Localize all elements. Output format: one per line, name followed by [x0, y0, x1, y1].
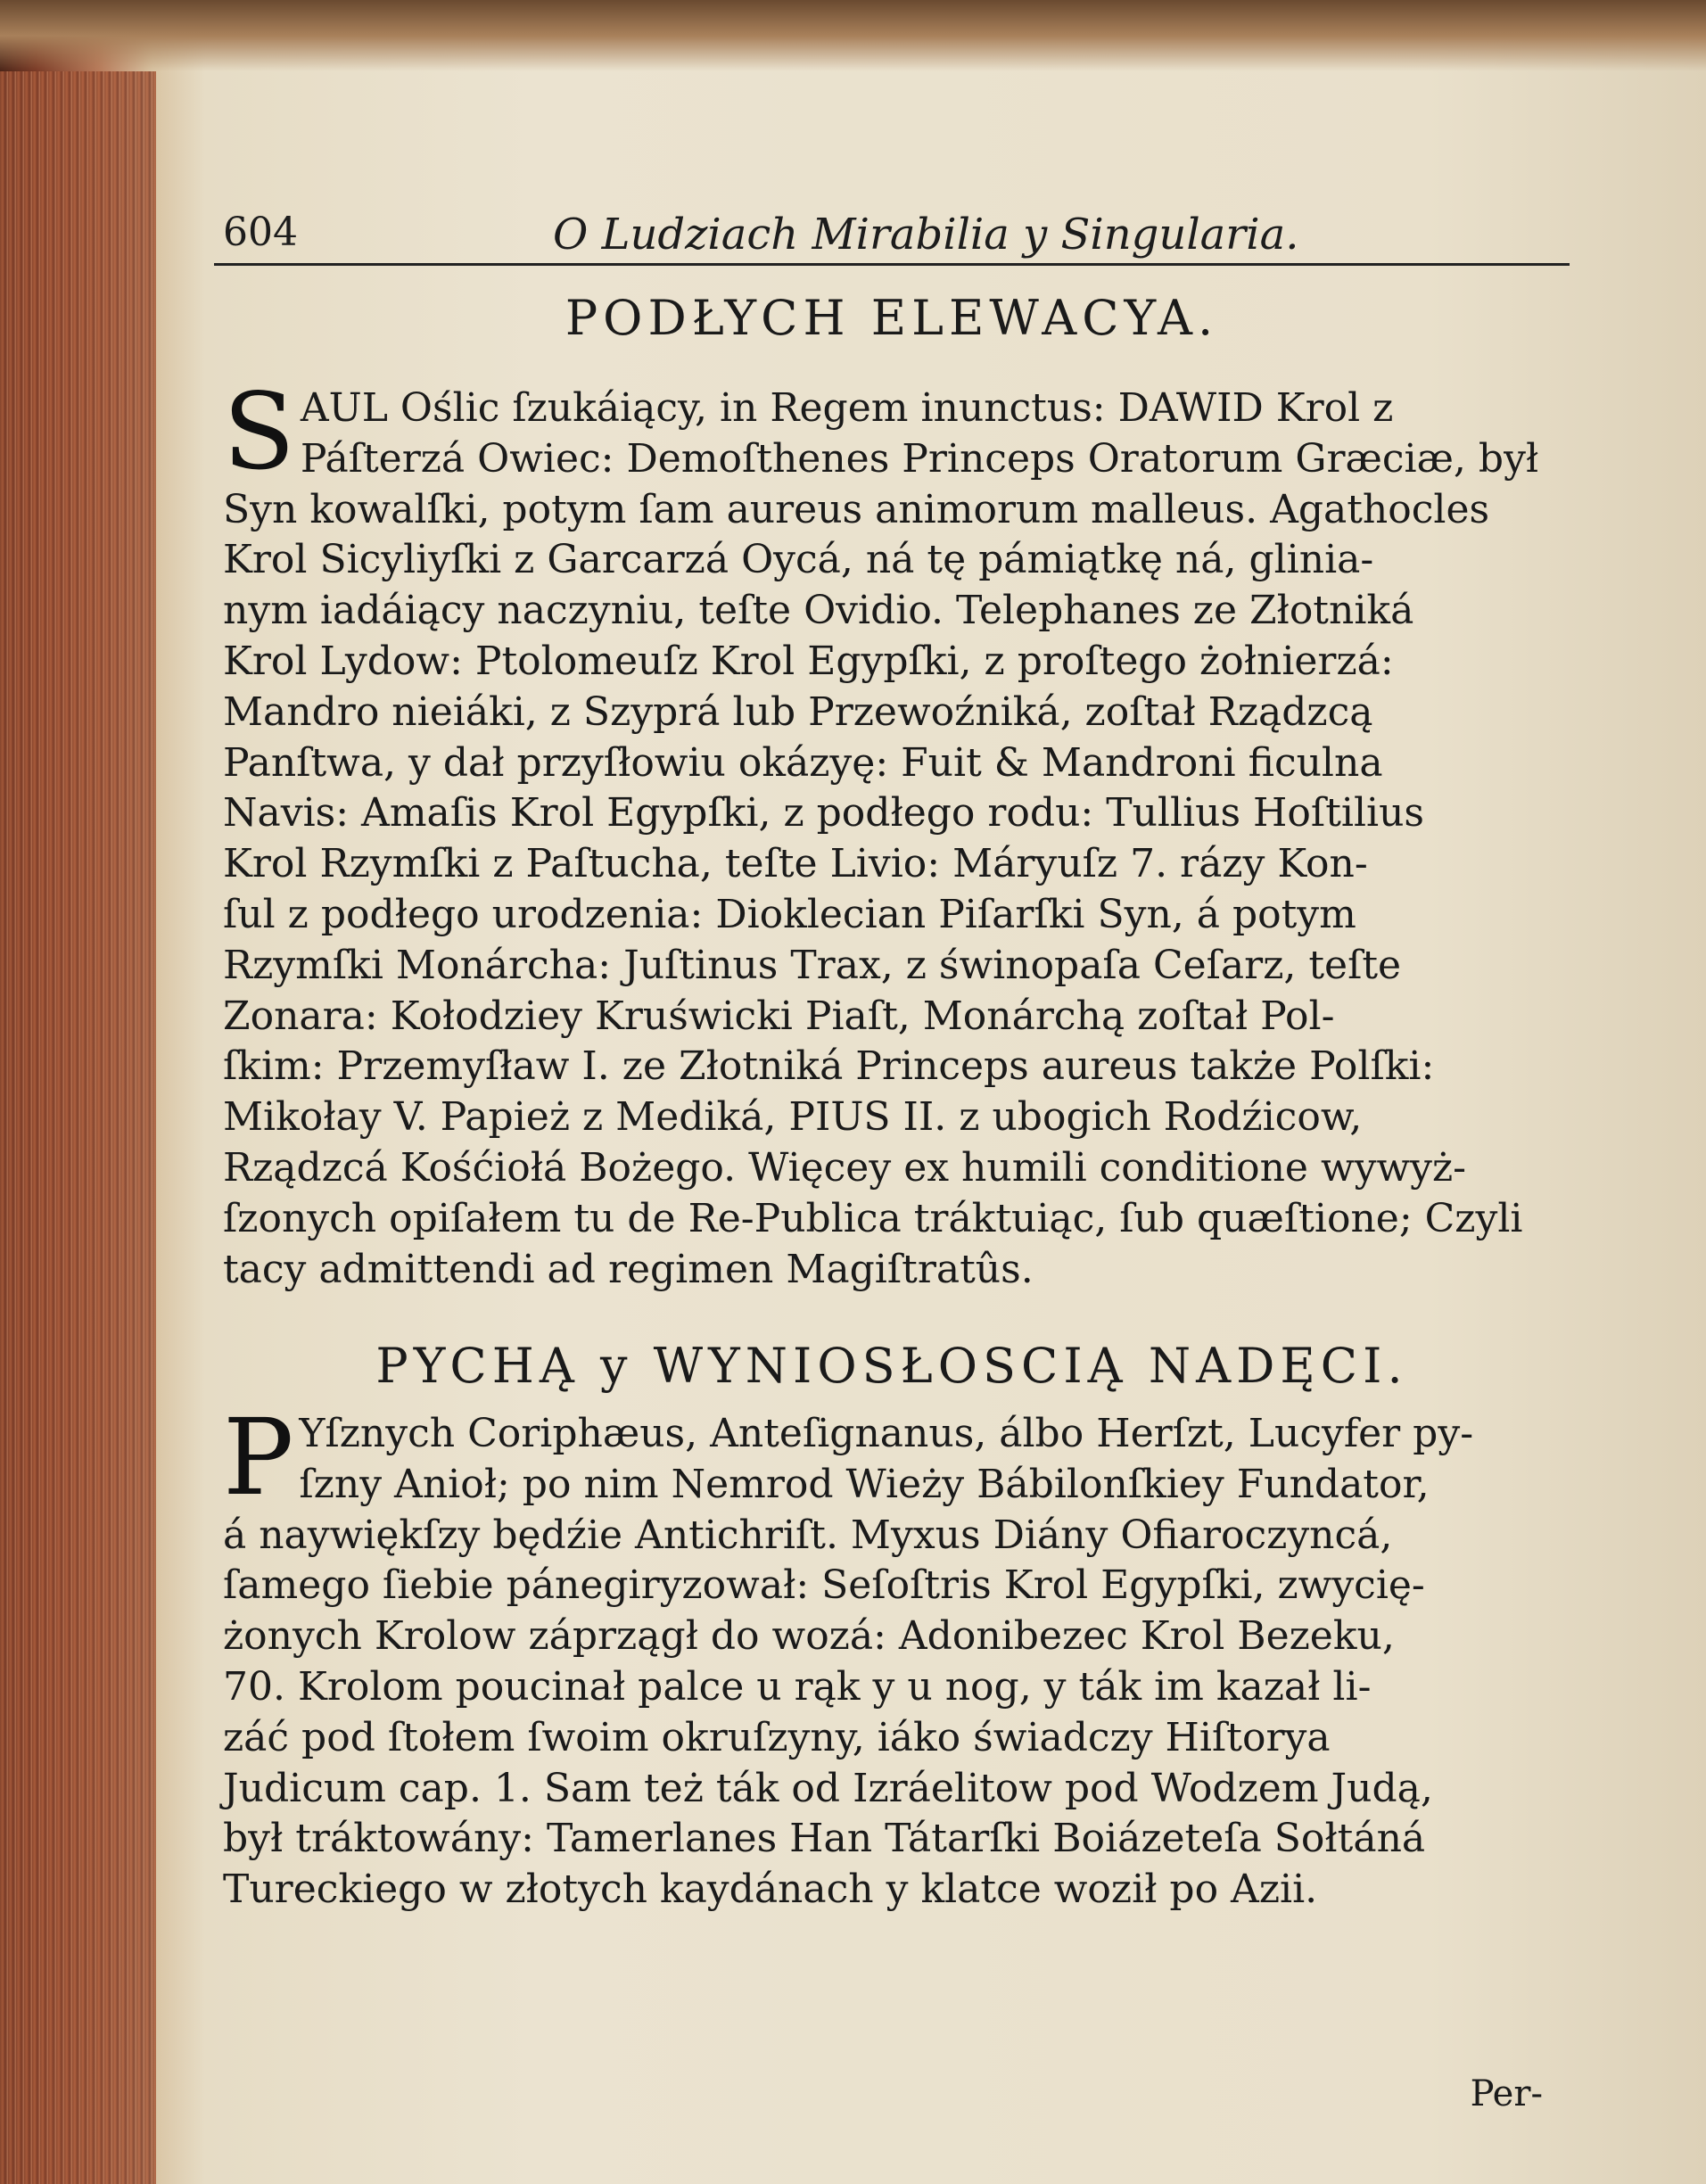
text-line: AUL Oślic ſzukáiący, in Regem inunctus: DAWID Krol z: [300, 385, 1394, 431]
page-number: 604: [223, 210, 298, 255]
text-line: Mandro nieiáki, z Szyprá lub Przewoźniká, zoſtał Rządzcą: [223, 688, 1373, 735]
text-line: 70. Krolom poucinał palce u rąk y u nog, y ták im kazał li-: [223, 1663, 1372, 1710]
text-line: Yſznych Coriphæus, Anteſignanus, álbo Herſzt, Lucyfer py-: [299, 1411, 1474, 1456]
text-line: Krol Sicyliyſki z Garcarzá Oycá, ná tę pámiątkę ná, glinia-: [223, 537, 1374, 583]
text-line: Tureckiego w złotych kaydánach y klatce woził po Azii.: [223, 1867, 1318, 1913]
text-line: záć pod ſtołem ſwoim okruſzyny, iáko świadczy Hiſtorya: [223, 1714, 1331, 1760]
text-line: ſzonych opiſałem tu de Re-Publica tráktuiąc, ſub quæſtione; Czyli: [223, 1195, 1523, 1241]
drop-initial: P: [223, 1396, 294, 1519]
text-line: Judicum cap. 1. Sam też ták od Izráelitow pod Wodzem Judą,: [223, 1765, 1433, 1811]
text-line: Panſtwa, y dał przyſłowiu okázyę: Fuit & Mandroni ficulna: [223, 739, 1383, 786]
text-line: nym iadáiący naczyniu, teſte Ovidio. Telephanes ze Złotniká: [223, 588, 1414, 634]
text-line: á naywiękſzy będźie Antichriſt. Myxus Diány Ofiaroczyncá,: [223, 1512, 1393, 1558]
text-line: ſzny Anioł; po nim Nemrod Wieży Bábilonſkiey Fundator,: [299, 1461, 1430, 1507]
running-head: [214, 192, 1570, 266]
paragraph-elevation: [223, 370, 1561, 1295]
book-spine-edge: [0, 71, 156, 2184]
text-line: Rządzcá Kośćiołá Bożego. Więcey ex humili conditione wywyż-: [223, 1144, 1467, 1191]
text-line: ſkim: Przemyſław I. ze Złotniká Princeps aureus także Polſki:: [223, 1043, 1435, 1090]
section-heading-elevation: PODŁYCH ELEWACYA.: [565, 290, 1219, 346]
text-line: Krol Lydow: Ptolomeuſz Krol Egypſki, z proſtego żołnierzá:: [223, 638, 1394, 684]
text-line: Páſterzá Owiec: Demoſthenes Princeps Oratorum Græciæ, był: [300, 435, 1539, 482]
book-page: [214, 192, 1570, 2154]
text-line: ſamego ſiebie pánegiryzował: Seſoſtris Krol Egypſki, zwycię-: [223, 1562, 1425, 1609]
catchword: Per-: [1470, 2073, 1543, 2114]
paragraph-pride: [223, 1396, 1561, 1916]
text-line: był tráktowány: Tamerlanes Han Tátarſki Boiázeteſa Sołtáná: [223, 1816, 1426, 1862]
text-line: Syn kowalſki, potym ſam aureus animorum malleus. Agathocles: [223, 486, 1490, 532]
text-line: Navis: Amaſis Krol Egypſki, z podłego rodu: Tullius Hoſtilius: [223, 790, 1425, 837]
text-line: Mikołay V. Papież z Mediká, PIUS II. z ubogich Rodźicow,: [223, 1094, 1363, 1141]
drop-initial: S: [223, 370, 295, 493]
text-line: Krol Rzymſki z Paſtucha, teſte Livio: Máryuſz 7. rázy Kon-: [223, 841, 1368, 887]
text-line: tacy admittendi ad regimen Magiſtratûs.: [223, 1246, 1034, 1292]
text-line: Zonara: Kołodziey Kruświcki Piaſt, Monárchą zoſtał Pol-: [223, 993, 1335, 1039]
section-heading-pride: PYCHĄ y WYNIOSŁOSCIĄ NADĘCI.: [375, 1338, 1408, 1394]
text-line: ſul z podłego urodzenia: Dioklecian Piſarſki Syn, á potym: [223, 891, 1356, 937]
text-line: Rzymſki Monárcha: Juſtinus Trax, z świnopaſa Ceſarz, teſte: [223, 942, 1402, 988]
page-top-edge: [0, 0, 1706, 71]
text-line: żonych Krolow záprzągł do wozá: Adonibezec Krol Bezeku,: [223, 1613, 1395, 1660]
running-title: O Ludziach Mirabilia y Singularia.: [553, 210, 1299, 260]
